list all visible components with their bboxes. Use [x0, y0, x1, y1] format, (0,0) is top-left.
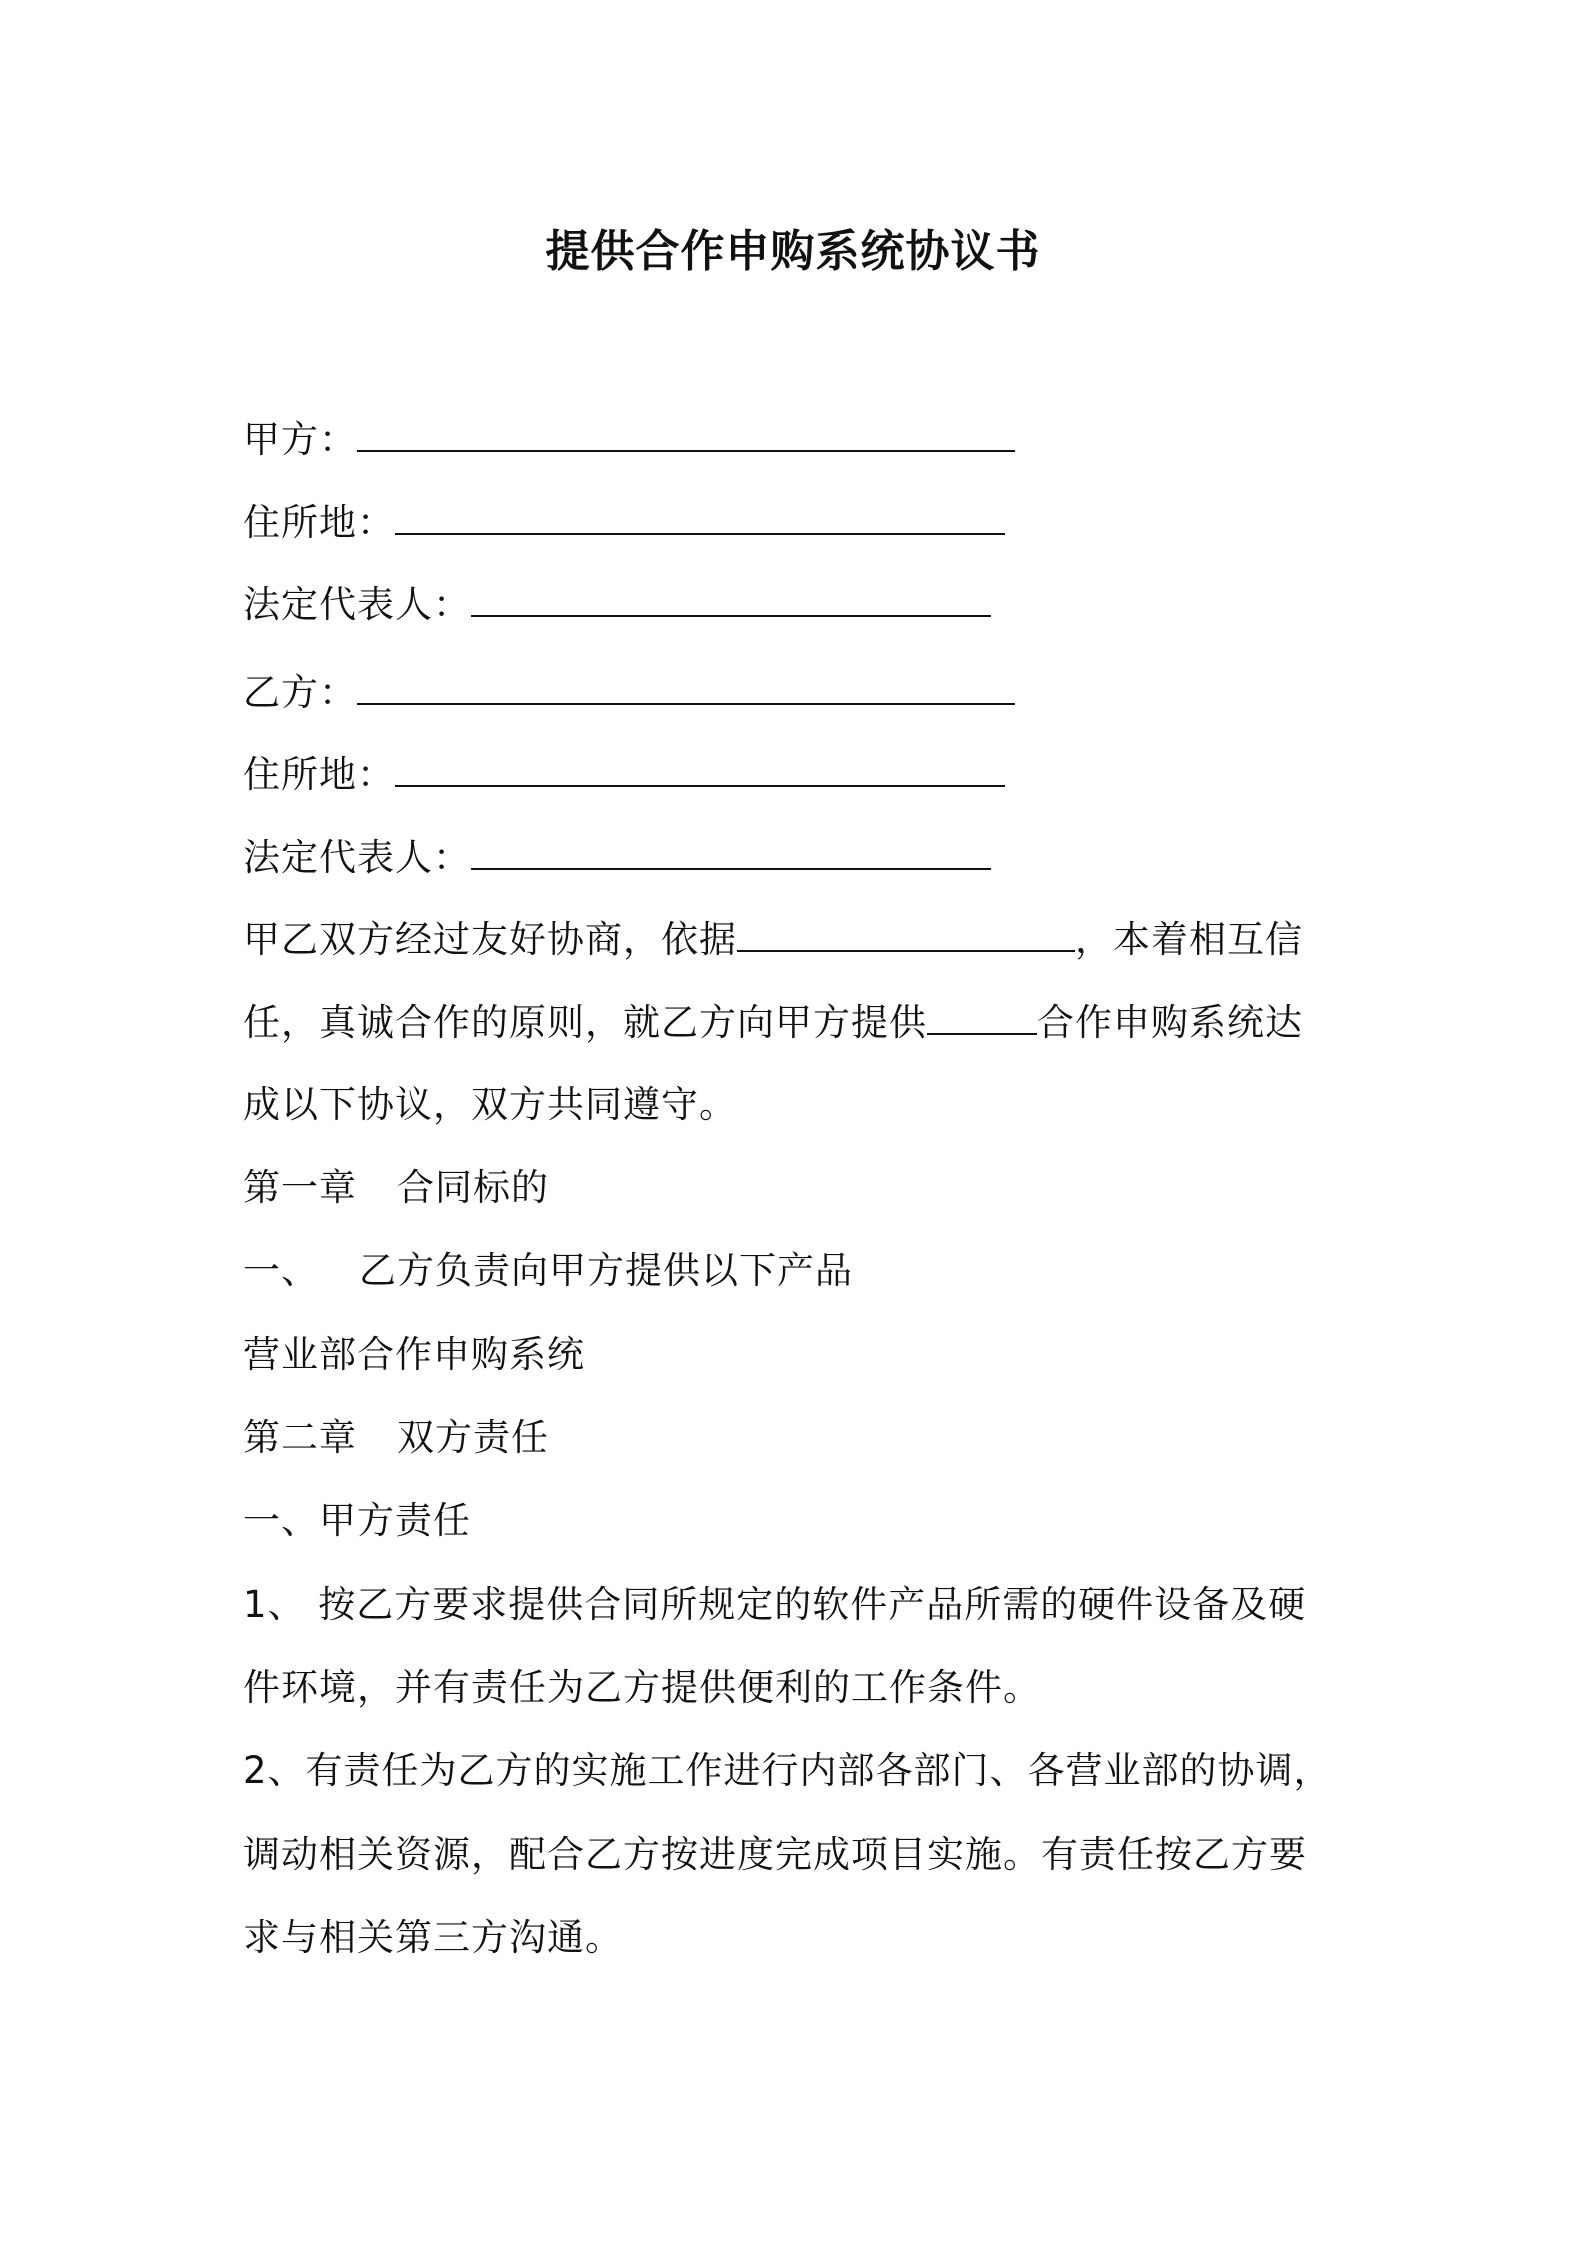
party-a-name-label: 甲方：: [243, 418, 357, 461]
party-b-address-line: [243, 750, 1005, 800]
preamble-text: 甲乙双方经过友好协商，依据: [243, 918, 737, 961]
chapter-2-title: 双方责任: [397, 1416, 549, 1459]
product-name: 营业部合作申购系统: [243, 1333, 585, 1376]
clause-2-line-2: 调动相关资源，配合乙方按进度完成项目实施。有责任按乙方要: [243, 1833, 1307, 1876]
party-b-name-label: 乙方：: [243, 671, 357, 714]
provider-blank[interactable]: [927, 1003, 1037, 1035]
chapter-2-heading: [243, 1413, 549, 1463]
chapter-1-title: 合同标的: [397, 1166, 549, 1209]
party-b-rep-blank[interactable]: [471, 838, 991, 870]
party-a-rep-blank[interactable]: [471, 585, 991, 617]
party-b-name-blank[interactable]: [357, 673, 1015, 705]
chapter-1-number: 第一章: [243, 1166, 357, 1209]
party-a-rep-label: 法定代表人：: [243, 583, 471, 626]
party-b-rep-label: 法定代表人：: [243, 836, 471, 879]
clause-1-line-2: 件环境，并有责任为乙方提供便利的工作条件。: [243, 1666, 1041, 1709]
preamble-text: 合作申购系统达: [1037, 1001, 1303, 1044]
clause-2-line-1: 2、有责任为乙方的实施工作进行内部各部门、各营业部的协调，: [243, 1749, 1332, 1792]
preamble-text: ，本着相互信: [1075, 918, 1303, 961]
preamble-line-1: [243, 915, 1303, 965]
basis-blank[interactable]: [737, 920, 1075, 952]
party-a-name-blank[interactable]: [357, 420, 1015, 452]
party-b-rep-line: [243, 833, 991, 883]
clause-1-line-1: 1、 按乙方要求提供合同所规定的软件产品所需的硬件设备及硬: [243, 1583, 1307, 1626]
preamble-text: 任，真诚合作的原则，就乙方向甲方提供: [243, 1001, 927, 1044]
preamble-line-2: [243, 998, 1303, 1048]
item-text: 乙方负责向甲方提供以下产品: [359, 1249, 853, 1292]
party-a-address-blank[interactable]: [395, 503, 1005, 535]
chapter-2-number: 第二章: [243, 1416, 357, 1459]
preamble-line-3: 成以下协议，双方共同遵守。: [243, 1083, 737, 1126]
chapter-1-item-1: [243, 1246, 853, 1296]
party-b-name-line: [243, 668, 1015, 718]
chapter-1-heading: [243, 1163, 549, 1213]
party-b-address-label: 住所地：: [243, 753, 395, 796]
item-number: 一、: [243, 1249, 319, 1292]
document-title: 提供合作申购系统协议书: [545, 226, 1041, 277]
party-a-address-line: [243, 498, 1005, 548]
section-party-a-duties: 一、甲方责任: [243, 1499, 471, 1542]
clause-2-line-3: 求与相关第三方沟通。: [243, 1916, 623, 1959]
party-a-rep-line: [243, 580, 991, 630]
party-b-address-blank[interactable]: [395, 755, 1005, 787]
party-a-name-line: [243, 415, 1015, 465]
party-a-address-label: 住所地：: [243, 501, 395, 544]
